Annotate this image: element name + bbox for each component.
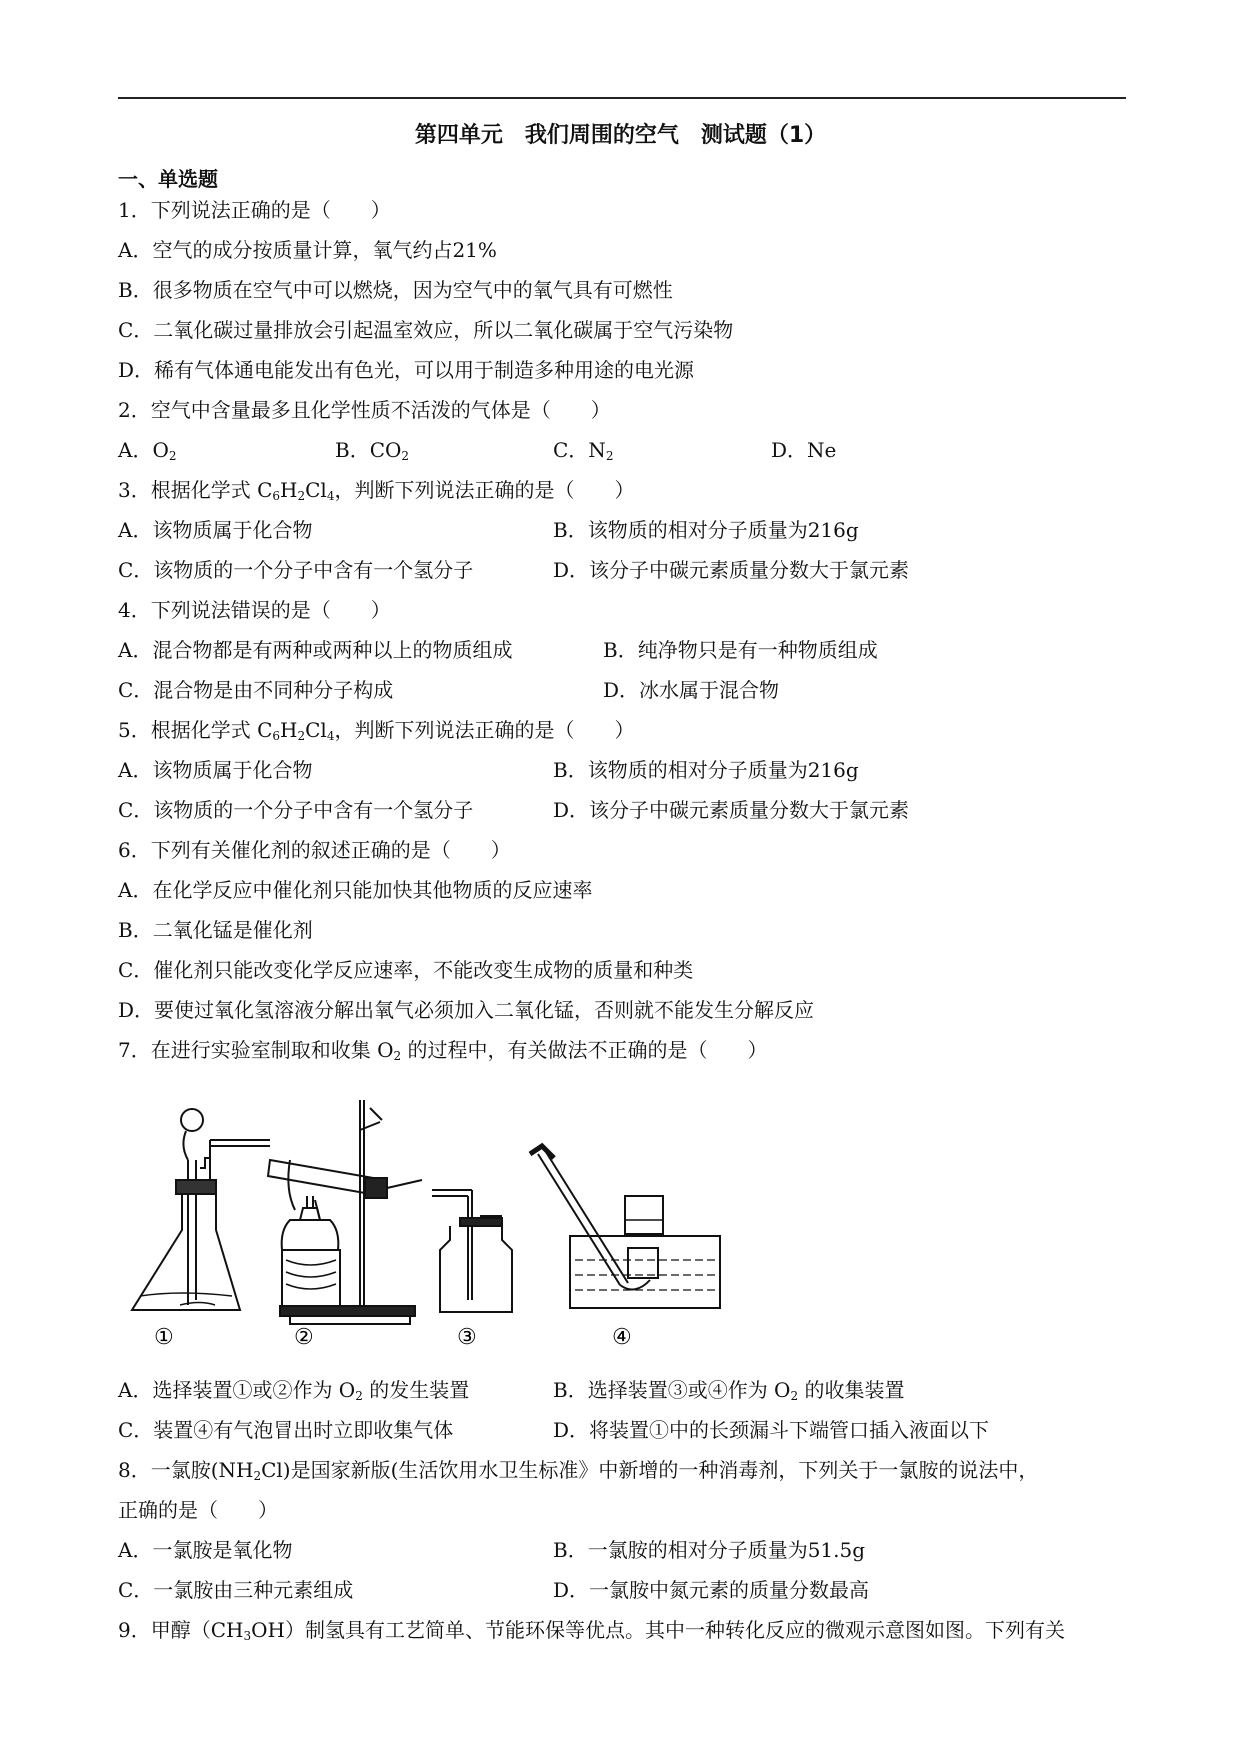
q5-option-b: B．该物质的相对分子质量为216g: [553, 758, 859, 782]
figure-label-1: ①: [154, 1325, 174, 1350]
apparatus-2-stand: [268, 1100, 422, 1324]
q3-option-c: C．该物质的一个分子中含有一个氢分子: [118, 558, 474, 582]
apparatus-4-trough: [530, 1146, 720, 1308]
q2-option-d: D．Ne: [771, 438, 837, 462]
q7-option-c: C．装置④有气泡冒出时立即收集气体: [118, 1418, 454, 1442]
q1-option-b: B．很多物质在空气中可以燃烧，因为空气中的氧气具有可燃性: [118, 278, 673, 302]
figure-label-3: ③: [457, 1325, 477, 1350]
section-heading: 一、单选题: [118, 167, 218, 191]
q8-option-d: D．一氯胺中氮元素的质量分数最高: [553, 1578, 870, 1602]
q2-option-c: C．$N_2$: [553, 438, 614, 463]
q1-option-c: C．二氧化碳过量排放会引起温室效应，所以二氧化碳属于空气污染物: [118, 318, 734, 342]
q3-option-b: B．该物质的相对分子质量为216g: [553, 518, 859, 542]
figure-label-4: ④: [612, 1325, 632, 1350]
q8-stem-line1: 8．一氯胺$(NH_2Cl)$是国家新版(生活饮用水卫生标准》中新增的一种消毒剂，下列关于一氯胺的说法中，: [118, 1458, 1039, 1483]
q6-option-c: C．催化剂只能改变化学反应速率，不能改变生成物的质量和种类: [118, 958, 694, 982]
q2-option-b: B．$CO_2$: [335, 438, 410, 463]
q4-option-c: C．混合物是由不同种分子构成: [118, 678, 394, 702]
q2-stem: 2．空气中含量最多且化学性质不活泼的气体是（ ）: [118, 398, 611, 422]
q7-option-a: A．选择装置①或②作为 $O_2$ 的发生装置: [118, 1378, 470, 1403]
q3-option-d: D．该分子中碳元素质量分数大于氯元素: [553, 558, 910, 582]
q5-option-a: A．该物质属于化合物: [118, 758, 313, 782]
q9-stem: 9．甲醇$(CH_3OH)$制氢具有工艺简单、节能环保等优点。其中一种转化反应的微观示意图如图。下列有关: [118, 1618, 1065, 1643]
q3-option-a: A．该物质属于化合物: [118, 518, 313, 542]
q8-option-c: C．一氯胺由三种元素组成: [118, 1578, 354, 1602]
q8-option-b: B．一氯胺的相对分子质量为51.5g: [553, 1538, 866, 1562]
apparatus-3-bottle: [432, 1190, 512, 1312]
q6-option-a: A．在化学反应中催化剂只能加快其他物质的反应速率: [118, 878, 593, 902]
q3-stem: 3．根据化学式 $C_6H_2Cl_4$，判断下列说法正确的是（ ）: [118, 478, 635, 503]
figure-label-2: ②: [294, 1325, 314, 1350]
page-title: 第四单元 我们周围的空气 测试题（1）: [414, 123, 827, 148]
q6-stem: 6．下列有关催化剂的叙述正确的是（ ）: [118, 838, 511, 862]
apparatus-figure: [110, 1100, 750, 1350]
apparatus-1-flask: [132, 1109, 270, 1310]
q8-stem-line2: 正确的是（ ）: [118, 1498, 278, 1522]
q4-option-b: B．纯净物只是有一种物质组成: [603, 638, 878, 662]
q7-option-d: D．将装置①中的长颈漏斗下端管口插入液面以下: [553, 1418, 990, 1442]
q5-option-c: C．该物质的一个分子中含有一个氢分子: [118, 798, 474, 822]
q6-option-b: B．二氧化锰是催化剂: [118, 918, 313, 942]
q5-option-d: D．该分子中碳元素质量分数大于氯元素: [553, 798, 910, 822]
q2-option-a: A．$O_2$: [118, 438, 177, 463]
q4-option-a: A．混合物都是有两种或两种以上的物质组成: [118, 638, 513, 662]
q1-option-d: D．稀有气体通电能发出有色光，可以用于制造多种用途的电光源: [118, 358, 695, 382]
q1-option-a: A．空气的成分按质量计算，氧气约占21%: [118, 238, 497, 262]
q7-stem: 7．在进行实验室制取和收集 $O_2$ 的过程中，有关做法不正确的是（ ）: [118, 1038, 768, 1063]
q4-stem: 4．下列说法错误的是（ ）: [118, 598, 391, 622]
q5-stem: 5．根据化学式 $C_6H_2Cl_4$，判断下列说法正确的是（ ）: [118, 718, 635, 743]
q4-option-d: D．冰水属于混合物: [603, 678, 780, 702]
q1-stem: 1．下列说法正确的是（ ）: [118, 198, 391, 222]
q7-option-b: B．选择装置③或④作为 $O_2$ 的收集装置: [553, 1378, 905, 1403]
q8-option-a: A．一氯胺是氧化物: [118, 1538, 293, 1562]
q6-option-d: D．要使过氧化氢溶液分解出氧气必须加入二氧化锰，否则就不能发生分解反应: [118, 998, 815, 1022]
header-rule: [118, 97, 1126, 99]
